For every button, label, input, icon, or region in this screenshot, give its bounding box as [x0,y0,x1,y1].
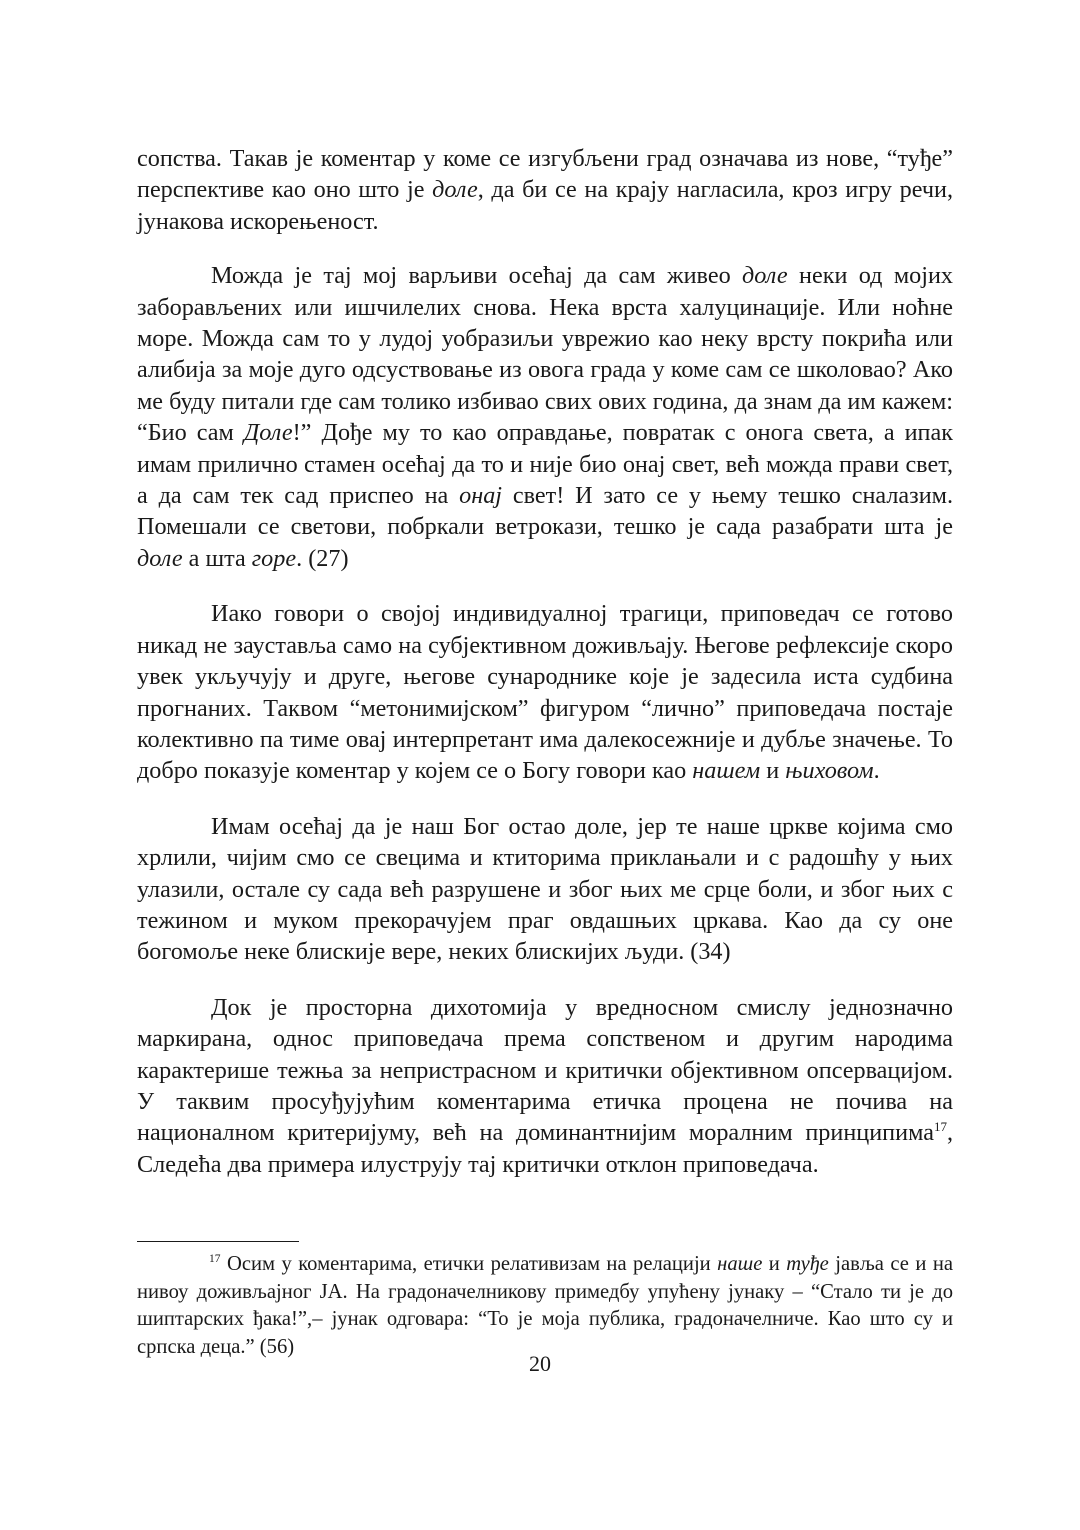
footnote-number: 17 [209,1253,221,1266]
text-run: јавља се и на нивоу доживљајног ЈА. На градоначелникову примедбу упућену јунаку – “Стало ти је до шиптарских ђака!”,– јунак одговара: “То је моја публика, градоначелниче. Као што су и српска деца.” (56) [137,1253,953,1358]
text-run: , Следећа два примера илуструју тај критички отклон приповедача. [137,1119,953,1178]
text-run: и [760,757,786,785]
italic-term: доле [742,262,788,290]
italic-term: Доле [243,419,293,447]
text-run: !” Дође му то као оправдање, повратак с онога света, а ипак имам прилично стамен осећај да то и није био онај свет, већ можда прави свет, а да сам тек сад приспео на [137,419,953,510]
page-body [137,143,953,1180]
italic-term: туђе [786,1253,829,1275]
footnote-separator [137,1241,299,1242]
paragraph-quote-god [137,811,953,968]
footnote-ref: 17 [933,1119,947,1135]
text-run: Иако говори о својој индивидуалној трагици, приповедач се готово никад не зауставља само на субјективном доживљају. Његове рефлексије скоро увек укључују и друге, његове сународнике које је задесила иста судбина прогнаних. Таквом “метонимијском” фигуром “лично” приповедача постаје колективно па тиме овај интерпретант има далекосежније и дубље значење. То добро показује коментар у којем се о Богу говори као [137,600,953,785]
italic-term: онај [459,482,503,510]
paragraph-continuation [137,143,953,237]
paragraph-individual-tragedy [137,598,953,786]
text-run: а шта [182,544,252,572]
footnote-text [137,1253,953,1358]
text-run: Осим у коментарима, етички релативизам на релацији [220,1253,718,1275]
text-run: неки од мојих заборављених или ишчилелих снова. Нека врста халуцинације. Или ноћне море. Можда сам то у лудој уобразиљи уврежио као неку врсту покрића или алибија за моје дуго одсуствовање из овога града у коме сам се школовао? Ако ме буду питали где сам толико избивао свих ових година, да знам да им кажем: “Био сам [137,262,953,447]
footnote-17 [137,1251,953,1361]
text-run: Можда је тај мој варљиви осећај да сам живео [211,262,743,290]
italic-term: њиховом [785,757,874,785]
italic-term: доле [137,544,183,572]
paragraph-quote-dole [137,260,953,574]
italic-term: нашем [692,757,761,785]
text-run: Имам осећај да је наш Бог остао доле, јер те наше цркве којима смо хрлили, чијим смо се свецима и ктиторима приклањали и с радошћу у њих улазили, остале су сада већ разрушене и због њих ме срце боли, и због њих с тежином и муком прекорачујем праг овдашњих цркава. Као да су оне богомоље неке блискије вере, неких блискијих људи. (34) [137,812,953,966]
text-run: , да би се на крају нагласила, кроз игру речи, јунакова искорењеност. [137,176,954,235]
text-run: сопства. Такав је коментар у коме се изгубљени град означава из нове, “туђе” перспективе као оно што је [137,145,953,204]
text-run: и [762,1253,787,1275]
text-run: Док је просторна дихотомија у вредносном смислу једнозначно маркирана, однос приповедача према сопственом и другим народима карактерише тежња за непристрасном и критички објективном опсервацијом. У таквим просуђујућим коментарима етичка процена не почива на националном критеријуму, већ на доминантнијим моралним принципима [137,993,953,1147]
text-run: свет! И зато се у њему тешко сналазим. Помешали се светови, побркали ветрокази, тешко је сада разабрати шта је [137,482,954,541]
text-run: . [873,757,880,785]
italic-term: горе [251,544,297,572]
paragraph-spatial-dichotomy [137,992,953,1180]
italic-term: доле [432,176,478,204]
text-run: . (27) [296,544,349,572]
page-number: 20 [529,1351,551,1376]
italic-term: наше [717,1253,763,1275]
